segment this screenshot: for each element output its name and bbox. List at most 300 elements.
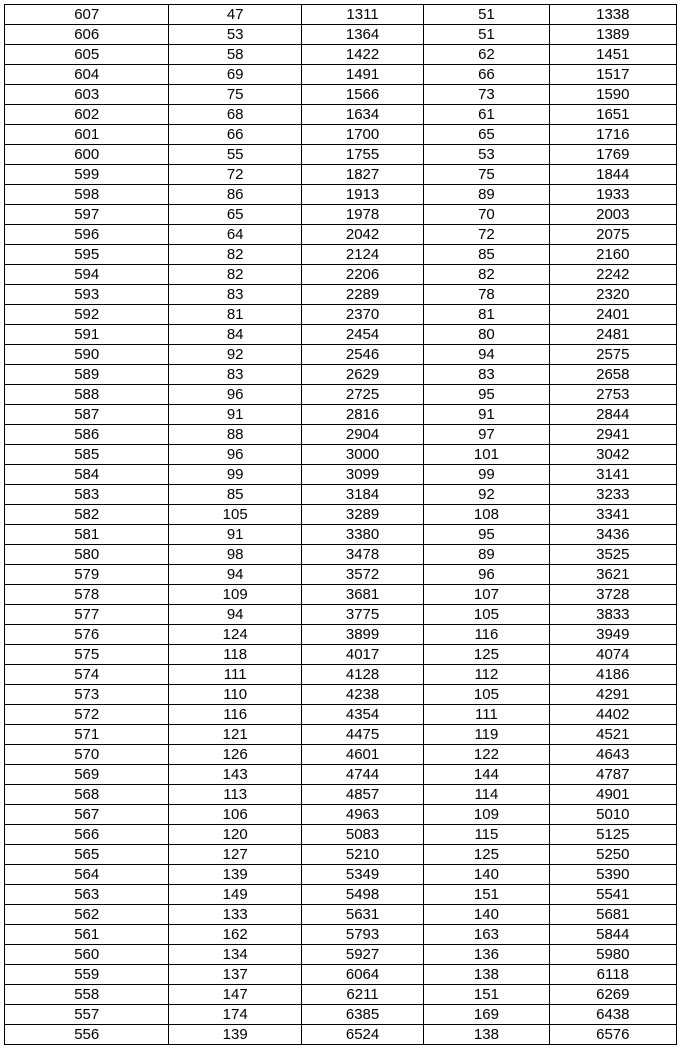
score-cell: 579 — [5, 565, 169, 585]
cumulative-a-cell: 2816 — [301, 405, 423, 425]
cumulative-b-cell: 2844 — [549, 405, 676, 425]
score-cell: 599 — [5, 165, 169, 185]
table-row — [5, 145, 677, 165]
count-a-cell: 94 — [169, 565, 301, 585]
count-b-cell: 111 — [424, 705, 549, 725]
table-row — [5, 125, 677, 145]
cumulative-b-cell: 4402 — [549, 705, 676, 725]
score-cell: 557 — [5, 1005, 169, 1025]
count-a-cell: 109 — [169, 585, 301, 605]
cumulative-a-cell: 1422 — [301, 45, 423, 65]
cumulative-b-cell: 2160 — [549, 245, 676, 265]
score-cell: 573 — [5, 685, 169, 705]
count-b-cell: 119 — [424, 725, 549, 745]
cumulative-b-cell: 1451 — [549, 45, 676, 65]
cumulative-b-cell: 1844 — [549, 165, 676, 185]
count-b-cell: 163 — [424, 925, 549, 945]
score-cell: 597 — [5, 205, 169, 225]
count-a-cell: 126 — [169, 745, 301, 765]
score-cell: 576 — [5, 625, 169, 645]
cumulative-b-cell: 3341 — [549, 505, 676, 525]
cumulative-a-cell: 1700 — [301, 125, 423, 145]
count-b-cell: 72 — [424, 225, 549, 245]
cumulative-b-cell: 5681 — [549, 905, 676, 925]
table-row — [5, 785, 677, 805]
count-a-cell: 143 — [169, 765, 301, 785]
count-a-cell: 96 — [169, 445, 301, 465]
cumulative-a-cell: 2629 — [301, 365, 423, 385]
cumulative-a-cell: 3775 — [301, 605, 423, 625]
table-row — [5, 425, 677, 445]
cumulative-b-cell: 3042 — [549, 445, 676, 465]
cumulative-a-cell: 1755 — [301, 145, 423, 165]
score-cell: 567 — [5, 805, 169, 825]
score-cell: 571 — [5, 725, 169, 745]
table-row — [5, 505, 677, 525]
table-row — [5, 565, 677, 585]
count-b-cell: 169 — [424, 1005, 549, 1025]
count-a-cell: 84 — [169, 325, 301, 345]
count-b-cell: 101 — [424, 445, 549, 465]
cumulative-a-cell: 2042 — [301, 225, 423, 245]
cumulative-a-cell: 5498 — [301, 885, 423, 905]
table-row — [5, 665, 677, 685]
count-b-cell: 89 — [424, 185, 549, 205]
cumulative-a-cell: 2454 — [301, 325, 423, 345]
score-cell: 580 — [5, 545, 169, 565]
count-b-cell: 81 — [424, 305, 549, 325]
cumulative-b-cell: 3525 — [549, 545, 676, 565]
count-a-cell: 65 — [169, 205, 301, 225]
table-row — [5, 485, 677, 505]
count-b-cell: 66 — [424, 65, 549, 85]
cumulative-a-cell: 4354 — [301, 705, 423, 725]
count-a-cell: 64 — [169, 225, 301, 245]
cumulative-b-cell: 1590 — [549, 85, 676, 105]
table-row — [5, 725, 677, 745]
table-row — [5, 245, 677, 265]
cumulative-b-cell: 1651 — [549, 105, 676, 125]
cumulative-a-cell: 5210 — [301, 845, 423, 865]
count-b-cell: 140 — [424, 865, 549, 885]
cumulative-b-cell: 4074 — [549, 645, 676, 665]
count-a-cell: 162 — [169, 925, 301, 945]
count-a-cell: 127 — [169, 845, 301, 865]
table-row — [5, 5, 677, 25]
count-b-cell: 89 — [424, 545, 549, 565]
cumulative-b-cell: 5125 — [549, 825, 676, 845]
cumulative-a-cell: 5083 — [301, 825, 423, 845]
cumulative-b-cell: 5980 — [549, 945, 676, 965]
count-b-cell: 140 — [424, 905, 549, 925]
score-cell: 588 — [5, 385, 169, 405]
table-row — [5, 885, 677, 905]
cumulative-a-cell: 1978 — [301, 205, 423, 225]
score-cell: 577 — [5, 605, 169, 625]
count-a-cell: 110 — [169, 685, 301, 705]
score-cell: 601 — [5, 125, 169, 145]
count-b-cell: 151 — [424, 885, 549, 905]
cumulative-b-cell: 1389 — [549, 25, 676, 45]
table-row — [5, 965, 677, 985]
cumulative-a-cell: 1634 — [301, 105, 423, 125]
table-row — [5, 405, 677, 425]
table-row — [5, 85, 677, 105]
count-b-cell: 114 — [424, 785, 549, 805]
count-b-cell: 51 — [424, 25, 549, 45]
cumulative-b-cell: 3728 — [549, 585, 676, 605]
score-cell: 604 — [5, 65, 169, 85]
score-cell: 566 — [5, 825, 169, 845]
cumulative-b-cell: 2401 — [549, 305, 676, 325]
table-row — [5, 905, 677, 925]
count-a-cell: 99 — [169, 465, 301, 485]
score-cell: 572 — [5, 705, 169, 725]
table-row — [5, 645, 677, 665]
score-cell: 606 — [5, 25, 169, 45]
count-b-cell: 112 — [424, 665, 549, 685]
score-cell: 603 — [5, 85, 169, 105]
count-a-cell: 137 — [169, 965, 301, 985]
score-cell: 564 — [5, 865, 169, 885]
cumulative-a-cell: 4475 — [301, 725, 423, 745]
count-a-cell: 82 — [169, 265, 301, 285]
table-row — [5, 845, 677, 865]
table-row — [5, 825, 677, 845]
count-b-cell: 95 — [424, 385, 549, 405]
score-cell: 598 — [5, 185, 169, 205]
count-b-cell: 62 — [424, 45, 549, 65]
count-b-cell: 125 — [424, 645, 549, 665]
count-a-cell: 134 — [169, 945, 301, 965]
table-row — [5, 705, 677, 725]
count-a-cell: 85 — [169, 485, 301, 505]
cumulative-a-cell: 6064 — [301, 965, 423, 985]
cumulative-b-cell: 2075 — [549, 225, 676, 245]
cumulative-b-cell: 4643 — [549, 745, 676, 765]
cumulative-b-cell: 1338 — [549, 5, 676, 25]
table-row — [5, 605, 677, 625]
cumulative-b-cell: 5010 — [549, 805, 676, 825]
count-a-cell: 55 — [169, 145, 301, 165]
count-a-cell: 96 — [169, 385, 301, 405]
cumulative-a-cell: 4857 — [301, 785, 423, 805]
score-cell: 583 — [5, 485, 169, 505]
cumulative-b-cell: 3949 — [549, 625, 676, 645]
cumulative-b-cell: 2753 — [549, 385, 676, 405]
count-a-cell: 133 — [169, 905, 301, 925]
count-b-cell: 99 — [424, 465, 549, 485]
cumulative-b-cell: 3141 — [549, 465, 676, 485]
count-a-cell: 124 — [169, 625, 301, 645]
table-row — [5, 465, 677, 485]
score-cell: 570 — [5, 745, 169, 765]
score-cell: 605 — [5, 45, 169, 65]
cumulative-a-cell: 1311 — [301, 5, 423, 25]
cumulative-a-cell: 1827 — [301, 165, 423, 185]
cumulative-a-cell: 4963 — [301, 805, 423, 825]
count-a-cell: 66 — [169, 125, 301, 145]
count-a-cell: 88 — [169, 425, 301, 445]
score-cell: 596 — [5, 225, 169, 245]
table-body — [5, 5, 677, 1045]
count-a-cell: 69 — [169, 65, 301, 85]
count-a-cell: 91 — [169, 525, 301, 545]
cumulative-b-cell: 2481 — [549, 325, 676, 345]
cumulative-a-cell: 5631 — [301, 905, 423, 925]
cumulative-a-cell: 3289 — [301, 505, 423, 525]
cumulative-b-cell: 5390 — [549, 865, 676, 885]
cumulative-a-cell: 3099 — [301, 465, 423, 485]
score-cell: 587 — [5, 405, 169, 425]
cumulative-b-cell: 2003 — [549, 205, 676, 225]
table-row — [5, 985, 677, 1005]
table-row — [5, 25, 677, 45]
cumulative-a-cell: 2370 — [301, 305, 423, 325]
table-row — [5, 745, 677, 765]
count-a-cell: 72 — [169, 165, 301, 185]
count-b-cell: 80 — [424, 325, 549, 345]
table-row — [5, 305, 677, 325]
table-row — [5, 1005, 677, 1025]
count-b-cell: 136 — [424, 945, 549, 965]
cumulative-b-cell: 1517 — [549, 65, 676, 85]
cumulative-a-cell: 3000 — [301, 445, 423, 465]
count-b-cell: 91 — [424, 405, 549, 425]
count-b-cell: 97 — [424, 425, 549, 445]
score-cell: 574 — [5, 665, 169, 685]
cumulative-b-cell: 4787 — [549, 765, 676, 785]
cumulative-a-cell: 1566 — [301, 85, 423, 105]
cumulative-b-cell: 6438 — [549, 1005, 676, 1025]
count-a-cell: 139 — [169, 1025, 301, 1045]
cumulative-b-cell: 1933 — [549, 185, 676, 205]
count-a-cell: 139 — [169, 865, 301, 885]
cumulative-a-cell: 3681 — [301, 585, 423, 605]
count-b-cell: 61 — [424, 105, 549, 125]
cumulative-b-cell: 2575 — [549, 345, 676, 365]
score-cell: 602 — [5, 105, 169, 125]
cumulative-b-cell: 2242 — [549, 265, 676, 285]
count-a-cell: 118 — [169, 645, 301, 665]
score-cell: 590 — [5, 345, 169, 365]
table-row — [5, 685, 677, 705]
count-a-cell: 92 — [169, 345, 301, 365]
score-cell: 562 — [5, 905, 169, 925]
count-a-cell: 111 — [169, 665, 301, 685]
count-a-cell: 83 — [169, 365, 301, 385]
table-row — [5, 445, 677, 465]
count-a-cell: 81 — [169, 305, 301, 325]
count-a-cell: 121 — [169, 725, 301, 745]
count-b-cell: 85 — [424, 245, 549, 265]
count-b-cell: 83 — [424, 365, 549, 385]
cumulative-b-cell: 4521 — [549, 725, 676, 745]
count-b-cell: 94 — [424, 345, 549, 365]
count-a-cell: 91 — [169, 405, 301, 425]
cumulative-b-cell: 3833 — [549, 605, 676, 625]
table-row — [5, 185, 677, 205]
score-cell: 594 — [5, 265, 169, 285]
table-row — [5, 285, 677, 305]
count-b-cell: 122 — [424, 745, 549, 765]
cumulative-a-cell: 3899 — [301, 625, 423, 645]
score-cell: 558 — [5, 985, 169, 1005]
count-b-cell: 105 — [424, 685, 549, 705]
score-cell: 559 — [5, 965, 169, 985]
count-b-cell: 96 — [424, 565, 549, 585]
count-b-cell: 65 — [424, 125, 549, 145]
table-row — [5, 225, 677, 245]
score-cell: 561 — [5, 925, 169, 945]
cumulative-b-cell: 2658 — [549, 365, 676, 385]
count-b-cell: 107 — [424, 585, 549, 605]
cumulative-b-cell: 5844 — [549, 925, 676, 945]
table-row — [5, 625, 677, 645]
cumulative-b-cell: 3621 — [549, 565, 676, 585]
score-cell: 578 — [5, 585, 169, 605]
score-cell: 592 — [5, 305, 169, 325]
cumulative-b-cell: 5541 — [549, 885, 676, 905]
cumulative-a-cell: 2124 — [301, 245, 423, 265]
cumulative-a-cell: 2546 — [301, 345, 423, 365]
count-b-cell: 125 — [424, 845, 549, 865]
count-a-cell: 94 — [169, 605, 301, 625]
cumulative-a-cell: 1364 — [301, 25, 423, 45]
count-a-cell: 106 — [169, 805, 301, 825]
count-b-cell: 144 — [424, 765, 549, 785]
table-row — [5, 345, 677, 365]
table-row — [5, 865, 677, 885]
table-row — [5, 945, 677, 965]
cumulative-a-cell: 3184 — [301, 485, 423, 505]
cumulative-a-cell: 3478 — [301, 545, 423, 565]
table-row — [5, 545, 677, 565]
count-a-cell: 58 — [169, 45, 301, 65]
count-b-cell: 51 — [424, 5, 549, 25]
table-row — [5, 45, 677, 65]
count-b-cell: 108 — [424, 505, 549, 525]
cumulative-b-cell: 3233 — [549, 485, 676, 505]
count-b-cell: 151 — [424, 985, 549, 1005]
count-a-cell: 53 — [169, 25, 301, 45]
cumulative-b-cell: 4901 — [549, 785, 676, 805]
count-b-cell: 75 — [424, 165, 549, 185]
count-a-cell: 120 — [169, 825, 301, 845]
count-a-cell: 149 — [169, 885, 301, 905]
count-b-cell: 116 — [424, 625, 549, 645]
table-row — [5, 105, 677, 125]
table-row — [5, 365, 677, 385]
score-cell: 585 — [5, 445, 169, 465]
score-cell: 591 — [5, 325, 169, 345]
score-cell: 569 — [5, 765, 169, 785]
cumulative-a-cell: 6524 — [301, 1025, 423, 1045]
cumulative-b-cell: 2941 — [549, 425, 676, 445]
cumulative-a-cell: 2725 — [301, 385, 423, 405]
count-b-cell: 95 — [424, 525, 549, 545]
table-row — [5, 765, 677, 785]
score-distribution-table — [4, 4, 677, 1045]
cumulative-b-cell: 2320 — [549, 285, 676, 305]
count-b-cell: 82 — [424, 265, 549, 285]
cumulative-b-cell: 5250 — [549, 845, 676, 865]
score-cell: 556 — [5, 1025, 169, 1045]
count-a-cell: 75 — [169, 85, 301, 105]
count-a-cell: 82 — [169, 245, 301, 265]
score-cell: 584 — [5, 465, 169, 485]
table-row — [5, 65, 677, 85]
cumulative-a-cell: 5927 — [301, 945, 423, 965]
cumulative-a-cell: 5793 — [301, 925, 423, 945]
cumulative-b-cell: 4186 — [549, 665, 676, 685]
count-a-cell: 147 — [169, 985, 301, 1005]
cumulative-a-cell: 4601 — [301, 745, 423, 765]
table-row — [5, 925, 677, 945]
table-row — [5, 325, 677, 345]
cumulative-a-cell: 6211 — [301, 985, 423, 1005]
count-b-cell: 92 — [424, 485, 549, 505]
table-row — [5, 1025, 677, 1045]
table-row — [5, 265, 677, 285]
table-row — [5, 585, 677, 605]
score-cell: 563 — [5, 885, 169, 905]
count-a-cell: 174 — [169, 1005, 301, 1025]
score-cell: 565 — [5, 845, 169, 865]
cumulative-b-cell: 3436 — [549, 525, 676, 545]
table-row — [5, 205, 677, 225]
score-cell: 607 — [5, 5, 169, 25]
count-a-cell: 86 — [169, 185, 301, 205]
cumulative-a-cell: 4744 — [301, 765, 423, 785]
table-row — [5, 165, 677, 185]
count-a-cell: 116 — [169, 705, 301, 725]
table-row — [5, 805, 677, 825]
cumulative-b-cell: 6576 — [549, 1025, 676, 1045]
count-b-cell: 53 — [424, 145, 549, 165]
score-cell: 595 — [5, 245, 169, 265]
cumulative-a-cell: 5349 — [301, 865, 423, 885]
count-b-cell: 138 — [424, 1025, 549, 1045]
cumulative-b-cell: 4291 — [549, 685, 676, 705]
cumulative-a-cell: 2904 — [301, 425, 423, 445]
table-row — [5, 525, 677, 545]
cumulative-a-cell: 4238 — [301, 685, 423, 705]
cumulative-b-cell: 6269 — [549, 985, 676, 1005]
cumulative-a-cell: 6385 — [301, 1005, 423, 1025]
cumulative-a-cell: 4128 — [301, 665, 423, 685]
count-a-cell: 68 — [169, 105, 301, 125]
cumulative-a-cell: 4017 — [301, 645, 423, 665]
cumulative-a-cell: 2206 — [301, 265, 423, 285]
table-row — [5, 385, 677, 405]
count-b-cell: 73 — [424, 85, 549, 105]
count-b-cell: 109 — [424, 805, 549, 825]
count-a-cell: 47 — [169, 5, 301, 25]
score-cell: 581 — [5, 525, 169, 545]
score-cell: 582 — [5, 505, 169, 525]
cumulative-a-cell: 1913 — [301, 185, 423, 205]
count-a-cell: 105 — [169, 505, 301, 525]
score-cell: 575 — [5, 645, 169, 665]
cumulative-a-cell: 2289 — [301, 285, 423, 305]
score-cell: 589 — [5, 365, 169, 385]
score-cell: 568 — [5, 785, 169, 805]
score-cell: 586 — [5, 425, 169, 445]
count-b-cell: 138 — [424, 965, 549, 985]
count-b-cell: 105 — [424, 605, 549, 625]
count-b-cell: 115 — [424, 825, 549, 845]
